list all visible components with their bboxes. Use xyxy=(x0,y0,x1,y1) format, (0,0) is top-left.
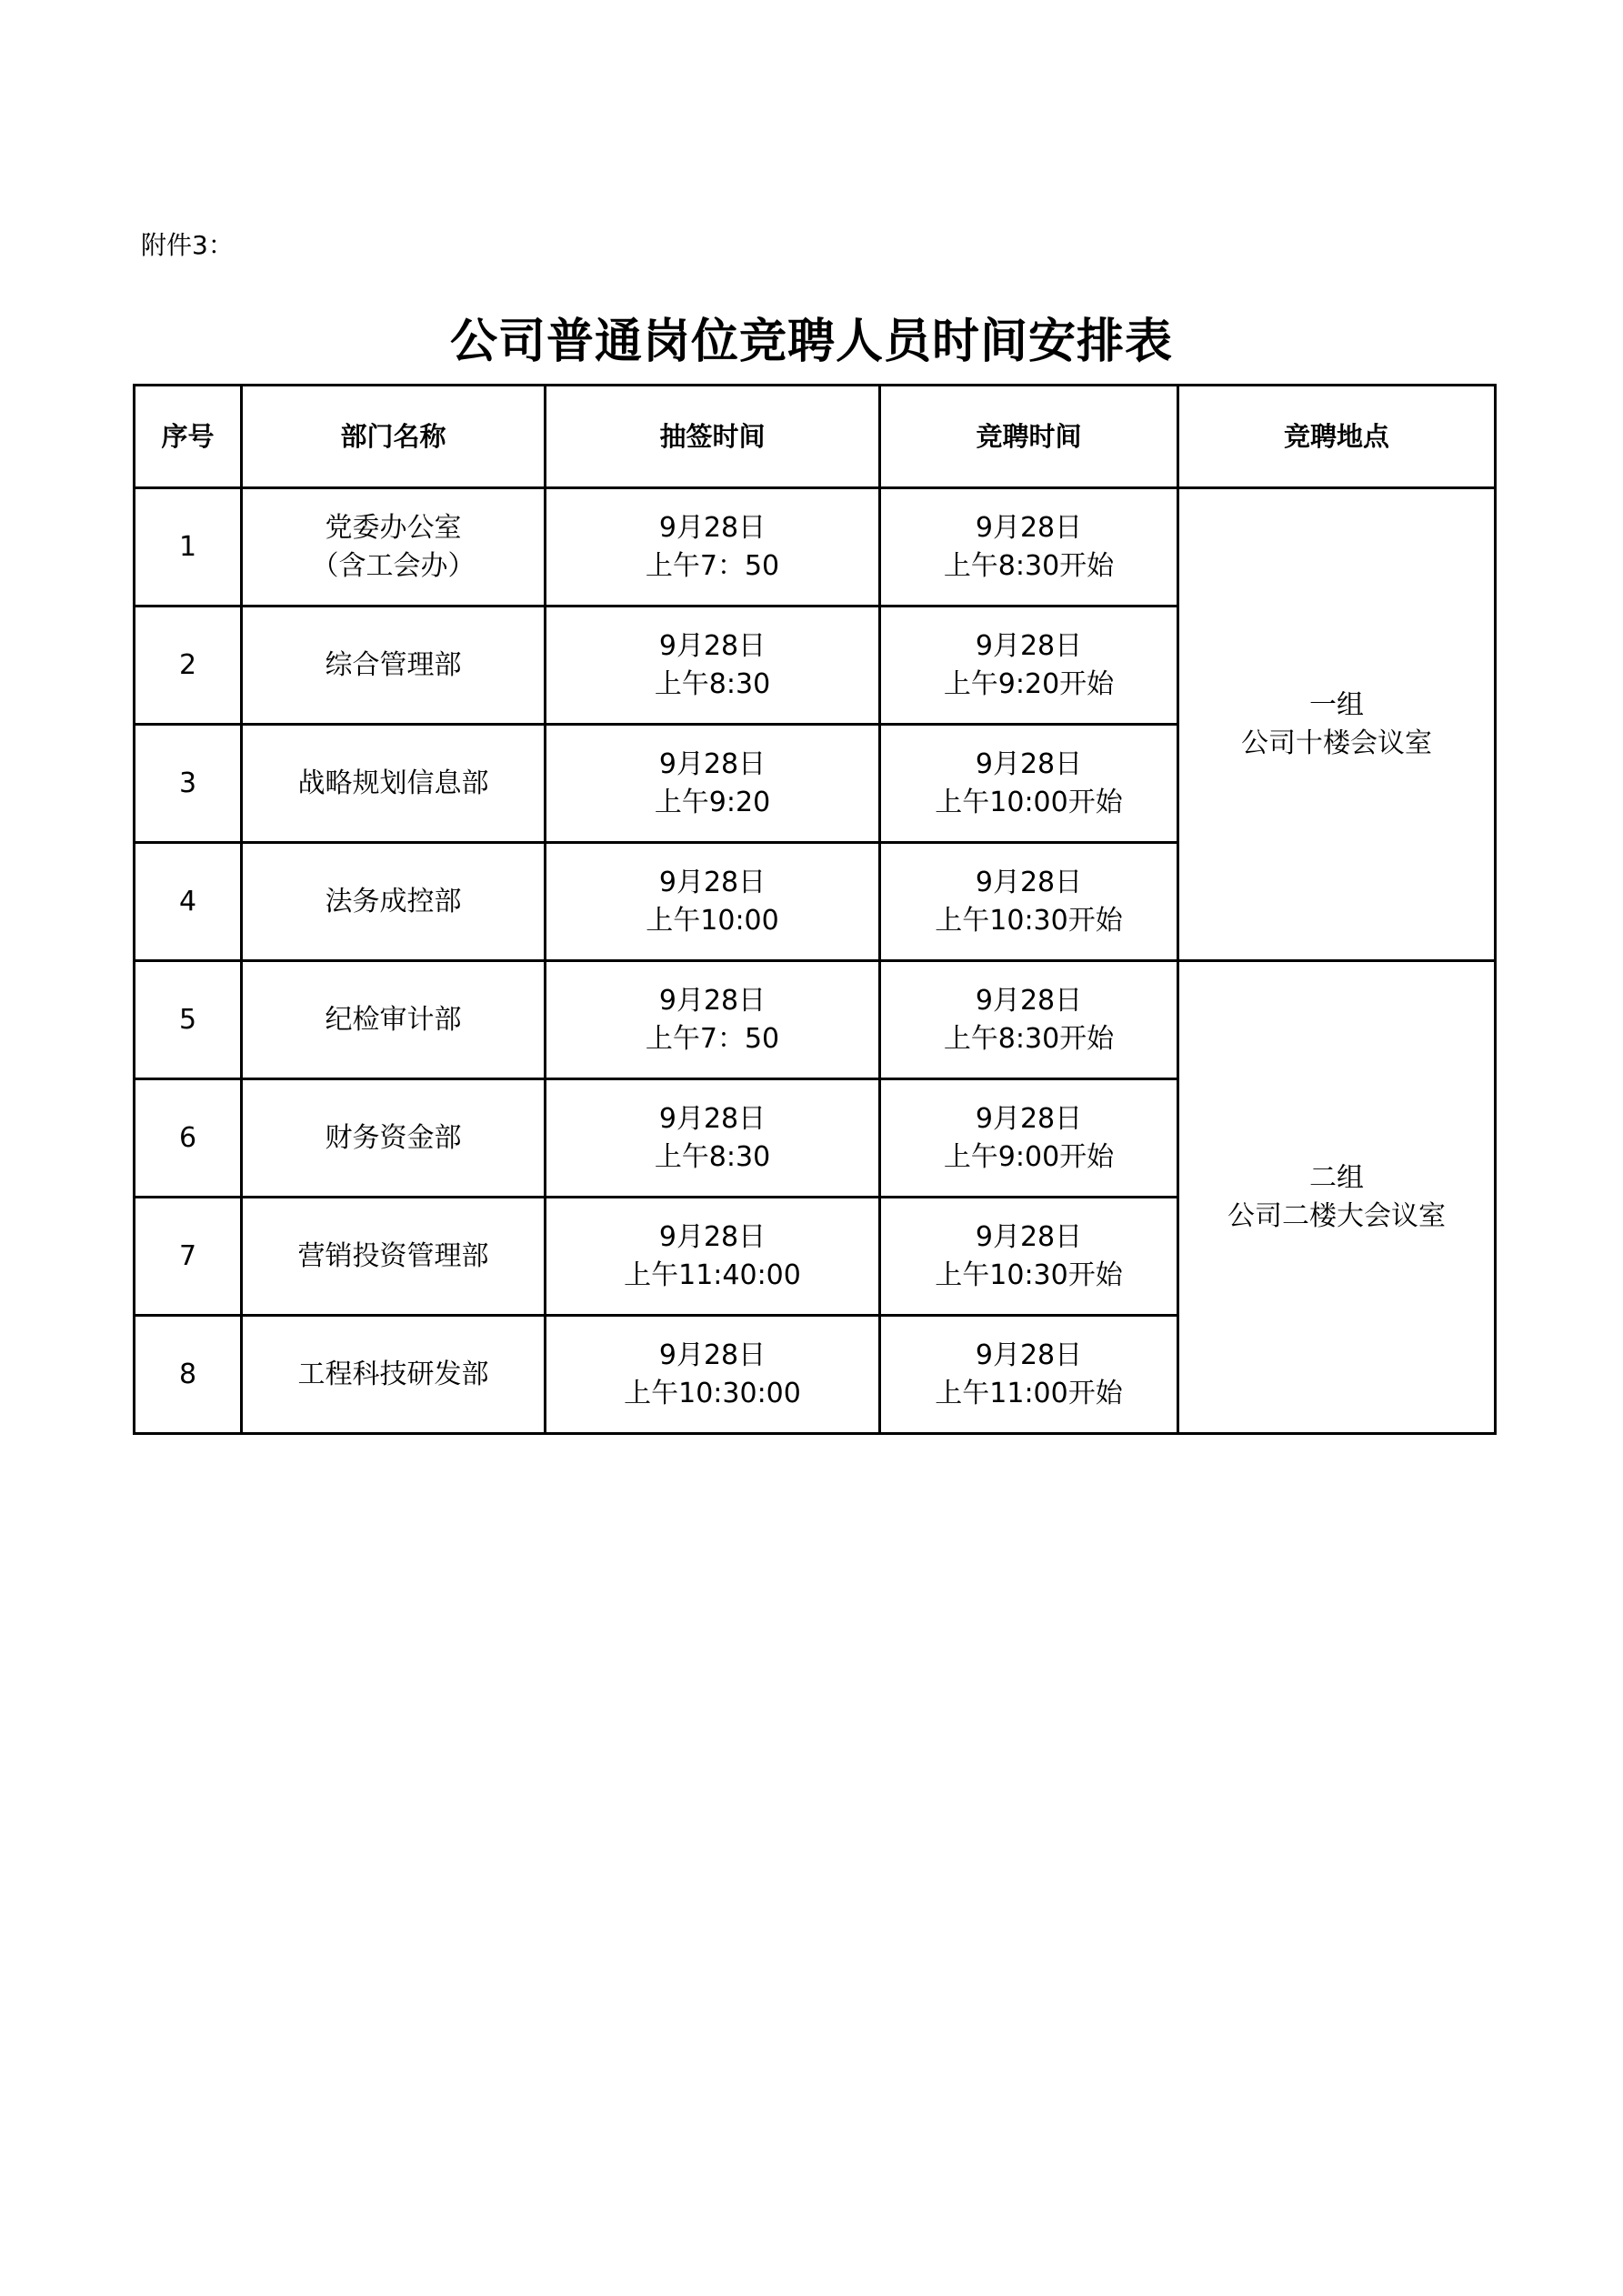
row-draw-time xyxy=(546,607,880,725)
row-seq: 7 xyxy=(135,1198,242,1316)
header-row xyxy=(135,386,1496,488)
compete-date: 9月28日 xyxy=(975,629,1083,662)
compete-time: 上午11:00开始 xyxy=(935,1377,1123,1409)
draw-date: 9月28日 xyxy=(658,747,766,780)
row-compete-time xyxy=(880,607,1178,725)
row-compete-time xyxy=(880,961,1178,1079)
table-row xyxy=(135,488,1496,607)
row-seq: 3 xyxy=(135,725,242,843)
row-draw-time xyxy=(546,725,880,843)
row-draw-time xyxy=(546,1079,880,1198)
row-compete-time xyxy=(880,1316,1178,1434)
draw-time: 上午10:00 xyxy=(646,904,779,937)
compete-time: 上午10:00开始 xyxy=(935,786,1123,818)
row-dept xyxy=(242,607,546,725)
location-place: 公司十楼会议室 xyxy=(1241,727,1432,759)
row-draw-time xyxy=(546,961,880,1079)
header-location: 竞聘地点 xyxy=(1178,386,1496,488)
compete-time: 上午8:30开始 xyxy=(943,549,1115,582)
dept-line: 营销投资管理部 xyxy=(297,1239,489,1272)
row-draw-time xyxy=(546,1198,880,1316)
row-seq: 6 xyxy=(135,1079,242,1198)
dept-line: 党委办公室 xyxy=(325,511,462,544)
draw-time: 上午10:30:00 xyxy=(624,1377,801,1409)
dept-line: 法务成控部 xyxy=(325,885,462,917)
compete-date: 9月28日 xyxy=(975,747,1083,780)
compete-time: 上午10:30开始 xyxy=(935,904,1123,937)
header-dept: 部门名称 xyxy=(242,386,546,488)
compete-date: 9月28日 xyxy=(975,1338,1083,1371)
dept-line: 综合管理部 xyxy=(325,648,462,681)
row-draw-time xyxy=(546,843,880,961)
location-group-2 xyxy=(1178,961,1496,1434)
location-group-1 xyxy=(1178,488,1496,961)
compete-date: 9月28日 xyxy=(975,1220,1083,1253)
header-draw-time: 抽签时间 xyxy=(546,386,880,488)
draw-date: 9月28日 xyxy=(658,511,766,544)
draw-date: 9月28日 xyxy=(658,1102,766,1135)
row-seq: 8 xyxy=(135,1316,242,1434)
compete-time: 上午8:30开始 xyxy=(943,1022,1115,1055)
dept-line: 财务资金部 xyxy=(325,1121,462,1154)
draw-time: 上午7：50 xyxy=(645,1022,780,1055)
row-compete-time xyxy=(880,843,1178,961)
row-compete-time xyxy=(880,725,1178,843)
row-dept xyxy=(242,1198,546,1316)
row-dept xyxy=(242,488,546,607)
row-seq: 4 xyxy=(135,843,242,961)
table-row xyxy=(135,961,1496,1079)
dept-line: 战略规划信息部 xyxy=(297,767,489,799)
compete-date: 9月28日 xyxy=(975,1102,1083,1135)
row-seq: 2 xyxy=(135,607,242,725)
location-group-name: 一组 xyxy=(1309,688,1364,721)
dept-line: 纪检审计部 xyxy=(325,1003,462,1036)
compete-date: 9月28日 xyxy=(975,511,1083,544)
attachment-label: 附件3： xyxy=(141,230,234,260)
location-place: 公司二楼大会议室 xyxy=(1227,1199,1446,1232)
row-dept xyxy=(242,843,546,961)
row-dept xyxy=(242,725,546,843)
compete-date: 9月28日 xyxy=(975,866,1083,898)
row-seq: 5 xyxy=(135,961,242,1079)
row-seq: 1 xyxy=(135,488,242,607)
location-group-name: 二组 xyxy=(1309,1161,1364,1194)
row-dept xyxy=(242,1316,546,1434)
draw-time: 上午7：50 xyxy=(645,549,780,582)
draw-time: 上午9:20 xyxy=(654,786,771,818)
header-seq: 序号 xyxy=(135,386,242,488)
dept-line: 工程科技研发部 xyxy=(297,1358,489,1390)
draw-time: 上午11:40:00 xyxy=(624,1258,801,1291)
draw-date: 9月28日 xyxy=(658,629,766,662)
row-dept xyxy=(242,961,546,1079)
draw-date: 9月28日 xyxy=(658,984,766,1017)
draw-date: 9月28日 xyxy=(658,866,766,898)
draw-date: 9月28日 xyxy=(658,1338,766,1371)
compete-time: 上午9:00开始 xyxy=(943,1140,1115,1173)
draw-time: 上午8:30 xyxy=(654,1140,771,1173)
page-title: 公司普通岗位竞聘人员时间安排表 xyxy=(449,315,1173,369)
row-compete-time xyxy=(880,1079,1178,1198)
schedule-table xyxy=(133,384,1497,1435)
compete-date: 9月28日 xyxy=(975,984,1083,1017)
draw-date: 9月28日 xyxy=(658,1220,766,1253)
dept-line: （含工会办） xyxy=(311,549,476,582)
draw-time: 上午8:30 xyxy=(654,667,771,700)
header-compete-time: 竞聘时间 xyxy=(880,386,1178,488)
row-compete-time xyxy=(880,1198,1178,1316)
row-draw-time xyxy=(546,488,880,607)
row-dept xyxy=(242,1079,546,1198)
compete-time: 上午9:20开始 xyxy=(943,667,1115,700)
row-draw-time xyxy=(546,1316,880,1434)
compete-time: 上午10:30开始 xyxy=(935,1258,1123,1291)
row-compete-time xyxy=(880,488,1178,607)
